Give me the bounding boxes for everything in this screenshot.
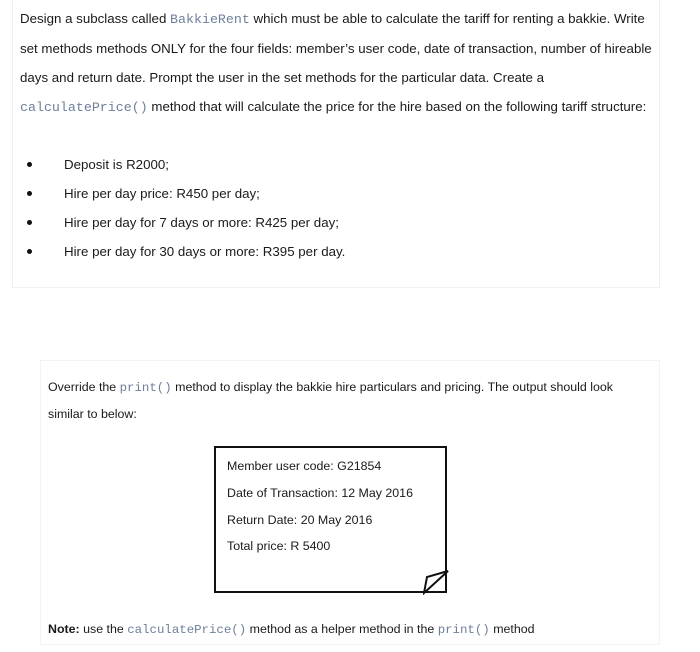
tariff-text: Deposit is R2000;: [64, 157, 169, 172]
page-fold-icon: [423, 563, 449, 595]
note-print-code: print(): [437, 623, 490, 637]
sample-line-total-price: Total price: R 5400: [227, 539, 331, 553]
bullet-icon: [27, 220, 32, 225]
note-text-2: method as a helper method in the: [246, 622, 438, 636]
tariff-item: [0, 208, 660, 237]
note-text-1: use the: [79, 622, 128, 636]
bullet-icon: [27, 191, 32, 196]
note-line: [48, 622, 535, 637]
sample-line-member-code: Member user code: G21854: [227, 459, 382, 473]
sample-line-return-date: Return Date: 20 May 2016: [227, 513, 373, 527]
print-method-code: print(): [119, 381, 172, 395]
note-calculate-price-code: calculatePrice(): [127, 623, 247, 637]
override-text-2: method to display the bakkie hire particulars and pricing. The output should look similar to below:: [48, 380, 613, 421]
sample-output-box: [214, 446, 447, 593]
tariff-item: [0, 150, 660, 179]
intro-text-1: Design a subclass called: [20, 11, 171, 26]
bullet-icon: [27, 162, 32, 167]
class-name-code: BakkieRent: [170, 12, 250, 27]
bullet-icon: [27, 249, 32, 254]
tariff-list: [0, 150, 660, 266]
calculate-price-code: calculatePrice(): [20, 100, 148, 115]
note-label: Note:: [48, 622, 80, 636]
override-paragraph: [48, 374, 648, 427]
intro-paragraph: [20, 4, 660, 122]
intro-text-2: which must be able to calculate the tariff for renting a bakkie. Write set methods methods ONLY for the four fields: member’s user code, date of transaction, number of hireable days and return date. Prompt the user in the set methods for the particular data. Create a: [20, 11, 652, 85]
tariff-text: Hire per day for 30 days or more: R395 per day.: [64, 244, 346, 259]
tariff-text: Hire per day price: R450 per day;: [64, 186, 260, 201]
override-text-1: Override the: [48, 380, 120, 394]
intro-text-3: method that will calculate the price for the hire based on the following tariff structure:: [147, 99, 647, 114]
sample-line-transaction-date: Date of Transaction: 12 May 2016: [227, 486, 413, 500]
tariff-text: Hire per day for 7 days or more: R425 per day;: [64, 215, 339, 230]
tariff-item: [0, 237, 660, 266]
tariff-item: [0, 179, 660, 208]
note-text-3: method: [489, 622, 535, 636]
